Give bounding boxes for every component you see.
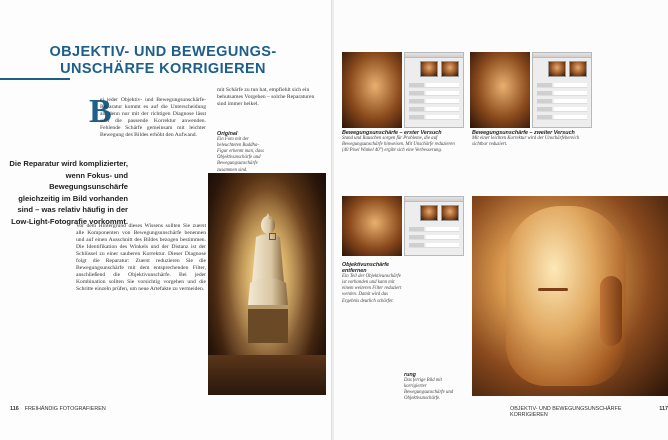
drop-cap: B <box>89 93 112 130</box>
dialog-previews <box>548 61 587 77</box>
page-number-right: 117 <box>659 406 668 412</box>
dialog-previews <box>420 61 459 77</box>
control-row <box>409 227 459 232</box>
page-number-left: 116 <box>10 406 19 412</box>
buddha-figure <box>248 213 288 343</box>
preview-image <box>548 61 566 77</box>
caption-second-attempt-head: Bewegungsunschärfe – zweiter Versuch <box>472 130 575 136</box>
dialog-titlebar <box>533 53 591 58</box>
buddha-photo-original <box>208 173 326 395</box>
thumb-first-attempt <box>342 52 402 128</box>
control-row <box>409 83 459 88</box>
motion-blur-dialog-1 <box>404 52 464 128</box>
control-row <box>409 243 459 248</box>
body-main <box>76 223 206 395</box>
original-caption-head: Original <box>217 131 238 137</box>
original-caption <box>217 131 267 174</box>
dialog-titlebar <box>405 197 463 202</box>
caption-final <box>404 372 464 402</box>
control-row <box>537 91 587 96</box>
title-line-2: UNSCHÄRFE KORRIGIEREN <box>60 61 266 77</box>
body-main-text: Vor dem Hintergrund dieses Wissens sollten Sie zuerst alle Komponenten von Bewegungsunschärfe benennen und auf einen Ausschnitt des Bildes bezogen bestimmen. Die Identifikation des Winkels und der Distanz ist der Schlüssel zu einer sauberen Korrektur. Dieser Diagnose folgt die Reparatur: Zuerst reduzieren Sie die Bewegungsunschärfe mit dem entsprechenden Filter, anschließend die Objektivunschärfe. Bei jeder Kombination sollten Sie vorsichtig vorgehen und die Schritte einzeln prüfen, um neue Artefakte zu vermeiden. <box>76 223 206 293</box>
control-row <box>409 91 459 96</box>
control-row <box>409 235 459 240</box>
title-rule <box>0 78 70 80</box>
body-intro-text: ei jeder Objektiv- und Bewegungsunschärfe-Reparatur kommt es auf die Unterscheidung an, denn nur mit der richtigen Diagnose lässt sich die passende Korrektur anwenden. Fehlende Schärfe gemeinsam mit leichter Bewegung des Bildes erhöht den Aufwand. <box>100 97 206 139</box>
pedestal-floor <box>208 355 326 395</box>
buddha-ear <box>600 276 622 346</box>
footer-left <box>10 406 106 412</box>
caption-final-head: rung <box>404 372 416 378</box>
detail-marker <box>269 233 276 240</box>
control-row <box>409 115 459 120</box>
caption-first-attempt-text: Stand und Rauschen sorgen für Probleme, die auf Bewegungsunschärfe hinweisen. Mit Unschärfe reduzieren (40 Pixel Winkel 40°) ergibt sich eine Verbesserung. <box>342 136 455 154</box>
preview-image <box>441 61 459 77</box>
thumb-objective-blur <box>342 196 402 256</box>
motion-blur-dialog-2 <box>532 52 592 128</box>
caption-second-attempt <box>472 130 592 148</box>
dialog-controls <box>537 83 587 123</box>
control-row <box>537 107 587 112</box>
left-page <box>0 0 332 440</box>
caption-first-attempt <box>342 130 462 154</box>
dialog-previews <box>420 205 459 221</box>
section-title-left: FREIHÄNDIG FOTOGRAFIEREN <box>24 406 106 412</box>
body-intro <box>100 97 206 183</box>
caption-objective-blur-head: Objektivunschärfe entfernen <box>342 262 390 275</box>
control-row <box>409 99 459 104</box>
caption-first-attempt-head: Bewegungsunschärfe – erster Versuch <box>342 130 442 136</box>
original-caption-text: Ein Foto mit der beleuchteten Buddha-Figur erkennt man, dass Objektivunschärfe und Bewegungsunschärfe zusammen sind. <box>217 137 264 173</box>
caption-final-text: Das fertige Bild mit korrigierter Bewegungsunschärfe und Objektivunschärfe. <box>404 378 454 402</box>
caption-second-attempt-text: Mit einer leichten Korrektur wird der Unschärfebereich sichtbar reduziert. <box>472 136 580 148</box>
lead-caption: mit Schärfe zu tun hat, empfiehlt sich ein behutsames Vorgehen – solche Reparaturen sind immer heikel. <box>217 87 315 107</box>
preview-image <box>569 61 587 77</box>
preview-image <box>420 61 438 77</box>
dialog-controls <box>409 227 459 251</box>
control-row <box>537 115 587 120</box>
dialog-controls <box>409 83 459 123</box>
dialog-titlebar <box>405 53 463 58</box>
preview-image <box>441 205 459 221</box>
pull-quote: Die Reparatur wird komplizierter, wenn Fokus- und Bewegungsunschärfe gleichzeitig im Bild vorhanden sind – was relativ häufig in der Low-Light-Fotografie vorkommt. <box>9 159 128 226</box>
section-title-right: OBJEKTIV- UND BEWEGUNGSUNSCHÄRFE KORRIGIEREN <box>510 406 622 418</box>
control-row <box>537 83 587 88</box>
buddha-photo-corrected <box>472 196 668 396</box>
preview-image <box>420 205 438 221</box>
buddha-eye <box>538 288 568 291</box>
page-title <box>28 44 298 78</box>
control-row <box>537 99 587 104</box>
caption-objective-blur-text: Ein Teil der Objektivunschärfe ist vorhanden und kann mit einem weiteren Filter reduziert werden. Damit wird das Ergebnis deutlich schärfer. <box>342 274 402 304</box>
footer-right <box>510 406 668 418</box>
thumb-second-attempt <box>470 52 530 128</box>
control-row <box>409 107 459 112</box>
lens-blur-dialog <box>404 196 464 256</box>
title-line-1: OBJEKTIV- UND BEWEGUNGS- <box>49 44 277 60</box>
caption-objective-blur <box>342 262 402 305</box>
